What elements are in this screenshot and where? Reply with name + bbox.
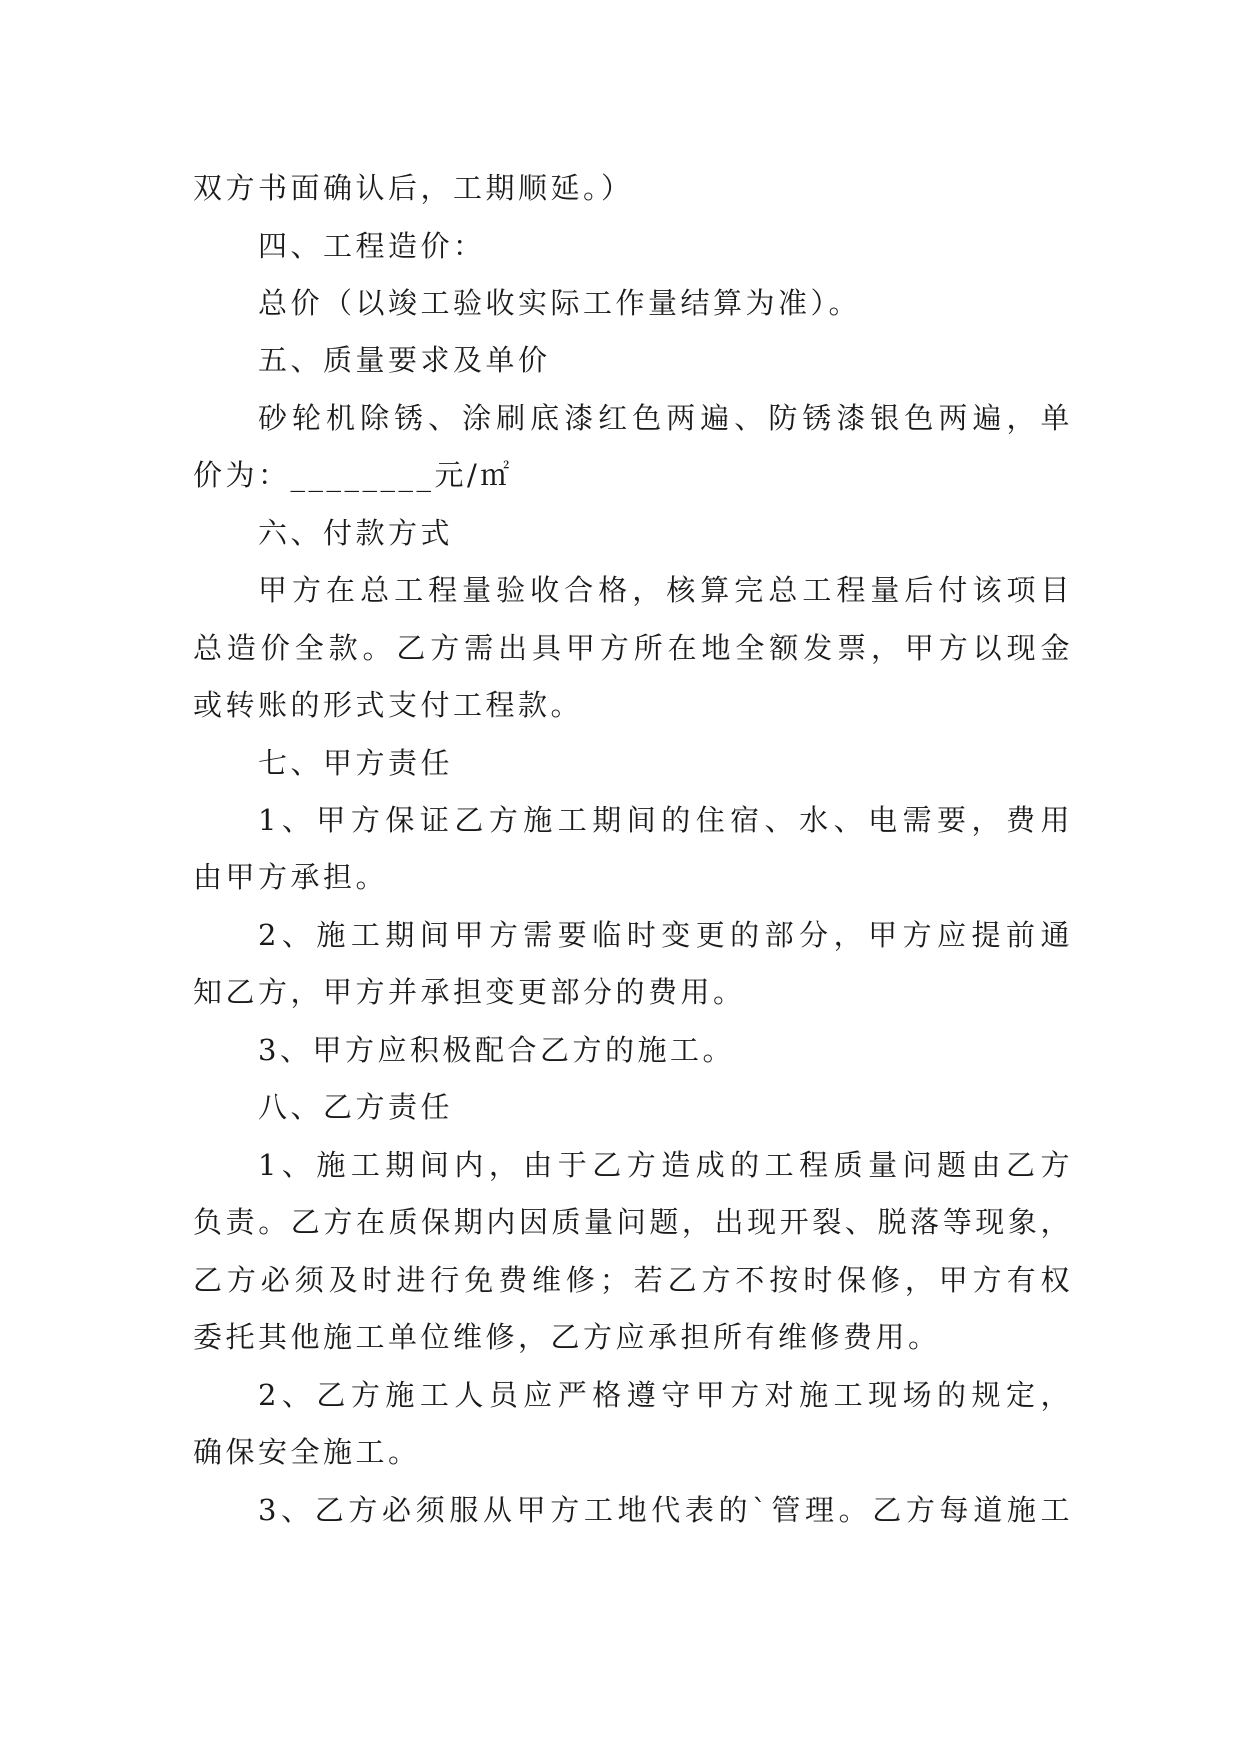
paragraph-line: 2、施工期间甲方需要临时变更的部分，甲方应提前通 xyxy=(258,918,1073,952)
paragraph-line: 3、甲方应积极配合乙方的施工。 xyxy=(258,1033,735,1067)
paragraph-line: 价为：________元/㎡ xyxy=(193,458,513,492)
paragraph-line: 砂轮机除锈、涂刷底漆红色两遍、防锈漆银色两遍，单 xyxy=(258,401,1073,435)
section-heading-party-b: 八、乙方责任 xyxy=(258,1090,454,1124)
paragraph-line: 负责。乙方在质保期内因质量问题，出现开裂、脱落等现象， xyxy=(193,1205,1073,1239)
paragraph-line: 2、乙方施工人员应严格遵守甲方对施工现场的规定， xyxy=(258,1378,1073,1412)
paragraph-line: 3、乙方必须服从甲方工地代表的`管理。乙方每道施工 xyxy=(258,1493,1073,1527)
paragraph-line: 总造价全款。乙方需出具甲方所在地全额发票，甲方以现金 xyxy=(193,631,1073,665)
paragraph-line: 双方书面确认后，工期顺延。） xyxy=(193,171,634,205)
paragraph-line: 1、施工期间内，由于乙方造成的工程质量问题由乙方 xyxy=(258,1148,1073,1182)
paragraph-line: 或转账的形式支付工程款。 xyxy=(193,688,584,722)
section-heading-party-a: 七、甲方责任 xyxy=(258,746,454,780)
paragraph-line: 甲方在总工程量验收合格，核算完总工程量后付该项目 xyxy=(258,573,1073,607)
section-heading-cost: 四、工程造价： xyxy=(258,229,486,263)
section-heading-payment: 六、付款方式 xyxy=(258,516,454,550)
paragraph-line: 总价（以竣工验收实际工作量结算为准）。 xyxy=(258,286,862,320)
paragraph-line: 知乙方，甲方并承担变更部分的费用。 xyxy=(193,975,746,1009)
paragraph-line: 由甲方承担。 xyxy=(193,860,389,894)
paragraph-line: 委托其他施工单位维修，乙方应承担所有维修费用。 xyxy=(193,1320,941,1354)
paragraph-line: 1、甲方保证乙方施工期间的住宿、水、电需要，费用 xyxy=(258,803,1073,837)
paragraph-line: 确保安全施工。 xyxy=(193,1435,421,1469)
paragraph-line: 乙方必须及时进行免费维修；若乙方不按时保修，甲方有权 xyxy=(193,1263,1073,1297)
section-heading-quality: 五、质量要求及单价 xyxy=(258,343,551,377)
